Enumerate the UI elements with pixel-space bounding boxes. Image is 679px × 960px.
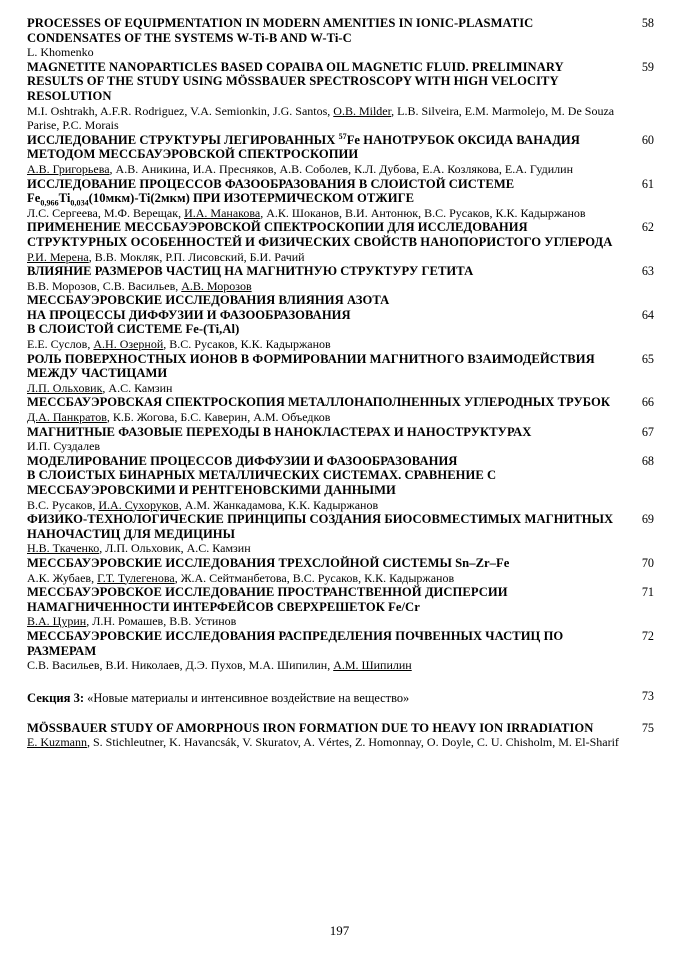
author-text: , Л.Н. Ромашев, В.В. Устинов bbox=[86, 614, 237, 629]
entry-authors bbox=[27, 337, 622, 352]
entry-title: MÖSSBAUER STUDY OF AMORPHOUS IRON FORMATION DUE TO HEAVY ION IRRADIATION bbox=[27, 720, 594, 735]
author-text: , Ж.А. Сейтманбетова, В.С. Русаков, К.К. Кадыржанов bbox=[174, 570, 455, 585]
section-title: «Новые материалы и интенсивное воздействие на вещество» bbox=[84, 690, 410, 705]
presenting-author: Н.В. Ткаченко bbox=[27, 541, 100, 556]
entry-page-number: 64 bbox=[641, 307, 654, 322]
entry-page-number: 59 bbox=[641, 59, 654, 74]
entry-title bbox=[27, 293, 622, 337]
entry-page-number: 60 bbox=[641, 132, 654, 147]
author-text: С.В. Васильев, В.И. Николаев, Д.Э. Пухов, М.А. Шипилин, bbox=[27, 658, 334, 673]
presenting-author: А.В. Григорьева bbox=[27, 161, 110, 176]
author-text: В.В. Морозов, С.В. Васильев, bbox=[27, 278, 182, 293]
title-text: ИССЛЕДОВАНИЕ ПРОЦЕССОВ ФАЗООБРАЗОВАНИЯ В СЛОИСТОЙ СИСТЕМЕ Fe bbox=[27, 176, 515, 206]
toc-entry bbox=[27, 395, 662, 424]
toc-entry bbox=[27, 60, 662, 133]
presenting-author: E. Kuzmann bbox=[27, 735, 87, 750]
toc-entry bbox=[27, 352, 662, 396]
entry-authors bbox=[27, 45, 622, 60]
entry-authors bbox=[27, 104, 622, 133]
entry-title bbox=[27, 177, 622, 206]
toc-entry bbox=[27, 512, 662, 556]
entry-authors bbox=[27, 162, 622, 177]
entry-page-number: 67 bbox=[641, 424, 654, 439]
author-text: , А.В. Аникина, И.А. Пресняков, А.В. Соболев, К.Л. Дубова, Е.А. Козлякова, Е.А. Гудилин bbox=[109, 161, 573, 176]
entry-authors bbox=[27, 571, 622, 586]
toc-entries bbox=[27, 16, 662, 673]
author-text: А.К. Жубаев, bbox=[27, 570, 98, 585]
title-text: (10мкм)-Ti(2мкм) ПРИ ИЗОТЕРМИЧЕСКОМ ОТЖИГЕ bbox=[88, 191, 415, 206]
entry-page-number: 61 bbox=[641, 176, 654, 191]
entry-page-number: 70 bbox=[641, 555, 654, 570]
toc-entry bbox=[27, 177, 662, 221]
author-text: , А.С. Камзин bbox=[102, 380, 173, 395]
presenting-author: И.А. Сухоруков bbox=[98, 497, 179, 512]
entry-page-number: 68 bbox=[641, 453, 654, 468]
entry-title: ПРИМЕНЕНИЕ МЕССБАУЭРОВСКОЙ СПЕКТРОСКОПИИ ДЛЯ ИССЛЕДОВАНИЯ СТРУКТУРНЫХ ОСОБЕННОСТЕЙ И ФИЗИЧЕСКИХ СВОЙСТВ НАНОПОРИСТОГО УГЛЕРОДА bbox=[27, 220, 613, 249]
table-of-contents bbox=[27, 16, 662, 750]
entry-title: РОЛЬ ПОВЕРХНОСТНЫХ ИОНОВ В ФОРМИРОВАНИИ МАГНИТНОГО ВЗАИМОДЕЙСТВИЯ МЕЖДУ ЧАСТИЦАМИ bbox=[27, 351, 595, 381]
entry-title bbox=[27, 454, 622, 498]
entry-authors bbox=[27, 439, 622, 454]
entry-title: МЕССБАУЭРОВСКИЕ ИССЛЕДОВАНИЯ РАСПРЕДЕЛЕНИЯ ПОЧВЕННЫХ ЧАСТИЦ ПО РАЗМЕРАМ bbox=[27, 628, 564, 658]
toc-entry bbox=[27, 629, 662, 673]
author-text: , S. Stichleutner, K. Havancsák, V. Skuratov, A. Vértes, Z. Homonnay, O. Doyle, C. U. Chisholm, M. El-Sharif bbox=[86, 735, 619, 750]
title-line: НА ПРОЦЕССЫ ДИФФУЗИИ И ФАЗООБРАЗОВАНИЯ bbox=[27, 307, 351, 322]
entry-authors bbox=[27, 658, 622, 673]
author-text: , В.В. Мокляк, Р.П. Лисовский, Б.И. Рачий bbox=[88, 249, 305, 264]
entry-page-number: 58 bbox=[641, 16, 654, 30]
entry-authors bbox=[27, 279, 622, 294]
toc-entry bbox=[27, 264, 662, 293]
entry-authors bbox=[27, 541, 622, 556]
presenting-author: Л.П. Ольховик bbox=[27, 380, 103, 395]
entry-page-number: 69 bbox=[641, 512, 654, 527]
entry-title: МЕССБАУЭРОВСКАЯ СПЕКТРОСКОПИЯ МЕТАЛЛОНАПОЛНЕННЫХ УГЛЕРОДНЫХ ТРУБОК bbox=[27, 395, 611, 410]
entry-page-number: 71 bbox=[641, 585, 654, 600]
author-text: , Л.П. Ольховик, А.С. Камзин bbox=[99, 541, 251, 556]
presenting-author: O.B. Milder bbox=[333, 103, 392, 118]
author-text: Е.Е. Суслов, bbox=[27, 337, 94, 352]
toc-entries-section-3 bbox=[27, 721, 662, 750]
presenting-author: Д.А. Панкратов bbox=[27, 410, 107, 425]
entry-title: МАГНИТНЫЕ ФАЗОВЫЕ ПЕРЕХОДЫ В НАНОКЛАСТЕРАХ И НАНОСТРУКТУРАХ bbox=[27, 424, 532, 439]
title-line: МОДЕЛИРОВАНИЕ ПРОЦЕССОВ ДИФФУЗИИ И ФАЗООБРАЗОВАНИЯ bbox=[27, 453, 458, 468]
entry-page-number: 63 bbox=[641, 264, 654, 279]
entry-title: ФИЗИКО-ТЕХНОЛОГИЧЕСКИЕ ПРИНЦИПЫ СОЗДАНИЯ БИОСОВМЕСТИМЫХ МАГНИТНЫХ НАНОЧАСТИЦ ДЛЯ МЕДИЦИНЫ bbox=[27, 512, 614, 541]
entry-page-number: 72 bbox=[641, 628, 654, 643]
author-text: Л.С. Сергеева, М.Ф. Верещак, bbox=[27, 205, 185, 220]
presenting-author: А.В. Морозов bbox=[181, 278, 252, 293]
entry-authors bbox=[27, 381, 622, 396]
section-label: Секция 3: bbox=[27, 690, 85, 705]
entry-page-number: 62 bbox=[641, 220, 654, 235]
toc-entry bbox=[27, 585, 662, 629]
toc-entry bbox=[27, 721, 662, 750]
entry-authors bbox=[27, 250, 622, 265]
entry-title: PROCESSES OF EQUIPMENTATION IN MODERN AMENITIES IN IONIC-PLASMATIC CONDENSATES OF THE SYSTEMS W-Ti-B AND W-Ti-C bbox=[27, 16, 534, 45]
toc-entry bbox=[27, 293, 662, 351]
entry-authors bbox=[27, 498, 622, 513]
author-text: В.С. Русаков, bbox=[27, 497, 99, 512]
author-text: L. Khomenko bbox=[27, 45, 94, 60]
section-heading bbox=[27, 689, 662, 707]
title-superscript: 57 bbox=[338, 131, 347, 141]
entry-authors bbox=[27, 206, 622, 221]
toc-entry bbox=[27, 16, 662, 60]
entry-page-number: 75 bbox=[641, 720, 654, 735]
author-text: , L.B. Silveira, E.M. Marmolejo, M. De Souza Parise, P.C. Morais bbox=[27, 103, 615, 133]
title-text: Ti bbox=[58, 191, 71, 206]
title-line: МЕССБАУЭРОВСКИЕ ИССЛЕДОВАНИЯ ВЛИЯНИЯ АЗОТА bbox=[27, 293, 390, 308]
author-text: , А.К. Шоканов, В.И. Антонюк, В.С. Русаков, К.К. Кадыржанов bbox=[260, 205, 586, 220]
toc-entry bbox=[27, 556, 662, 585]
author-text: M.I. Oshtrakh, A.F.R. Rodriguez, V.A. Semionkin, J.G. Santos, bbox=[27, 103, 334, 118]
page-number: 197 bbox=[329, 923, 350, 938]
entry-title: МЕССБАУЭРОВСКОЕ ИССЛЕДОВАНИЕ ПРОСТРАНСТВЕННОЙ ДИСПЕРСИИ НАМАГНИЧЕННОСТИ ИНТЕРФЕЙСОВ СВЕРХРЕШЕТОК Fe/Cr bbox=[27, 585, 508, 614]
title-subscript: 0,034 bbox=[70, 198, 89, 208]
toc-entry bbox=[27, 220, 662, 264]
title-subscript: 0,966 bbox=[40, 198, 59, 208]
entry-page-number: 65 bbox=[641, 351, 654, 366]
author-text: И.П. Суздалев bbox=[27, 439, 101, 454]
presenting-author: Г.Т. Тулегенова bbox=[97, 570, 175, 585]
entry-authors bbox=[27, 410, 622, 425]
section-page-number: 73 bbox=[641, 688, 654, 703]
entry-page-number: 66 bbox=[641, 395, 654, 410]
toc-entry bbox=[27, 133, 662, 177]
entry-title bbox=[27, 133, 622, 162]
author-text: , К.Б. Жогова, Б.С. Каверин, А.М. Объедков bbox=[106, 410, 331, 425]
entry-title: МЕССБАУЭРОВСКИЕ ИССЛЕДОВАНИЯ ТРЕХСЛОЙНОЙ СИСТЕМЫ Sn–Zr–Fe bbox=[27, 555, 510, 570]
title-line: В СЛОИСТЫХ БИНАРНЫХ МЕТАЛЛИЧЕСКИХ СИСТЕМАХ. СРАВНЕНИЕ С МЕССБАУЭРОВСКИМИ И РЕНТГЕНОВСКИМИ ДАННЫМИ bbox=[27, 468, 497, 497]
toc-entry bbox=[27, 425, 662, 454]
author-text: , А.М. Жанкадамова, К.К. Кадыржанов bbox=[178, 497, 379, 512]
presenting-author: В.А. Цурин bbox=[27, 614, 87, 629]
author-text: , В.С. Русаков, К.К. Кадыржанов bbox=[163, 337, 331, 352]
toc-entry bbox=[27, 454, 662, 512]
entry-title: MAGNETITE NANOPARTICLES BASED COPAIBA OIL MAGNETIC FLUID. PRELIMINARY RESULTS OF THE STUDY USING MÖSSBAUER SPECTROSCOPY WITH HIGH VELOCITY RESOLUTION bbox=[27, 59, 564, 103]
presenting-author: И.А. Манакова bbox=[184, 205, 261, 220]
title-text: ИССЛЕДОВАНИЕ СТРУКТУРЫ ЛЕГИРОВАННЫХ bbox=[27, 132, 339, 147]
presenting-author: А.Н. Озерной bbox=[93, 337, 164, 352]
presenting-author: Р.И. Мерена bbox=[27, 249, 89, 264]
entry-authors bbox=[27, 735, 622, 750]
title-text: Fe НАНОТРУБОК ОКСИДА ВАНАДИЯ МЕТОДОМ МЕССБАУЭРОВСКОЙ СПЕКТРОСКОПИИ bbox=[27, 132, 580, 162]
presenting-author: А.М. Шипилин bbox=[333, 658, 412, 673]
title-line: В СЛОИСТОЙ СИСТЕМЕ Fe-(Ti,Al) bbox=[27, 322, 240, 337]
entry-authors bbox=[27, 614, 622, 629]
entry-title: ВЛИЯНИЕ РАЗМЕРОВ ЧАСТИЦ НА МАГНИТНУЮ СТРУКТУРУ ГЕТИТА bbox=[27, 264, 474, 279]
